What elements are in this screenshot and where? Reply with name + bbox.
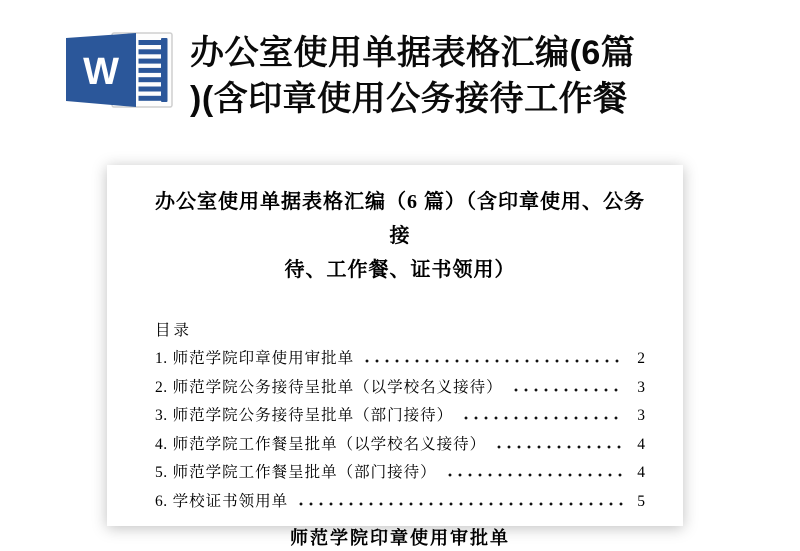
document-header <box>66 28 635 122</box>
page-title-line-1: 办公室使用单据表格汇编(6篇 <box>190 34 636 72</box>
toc-entry-title: 师范学院工作餐呈批单（以学校名义接待） <box>172 435 487 453</box>
page-title <box>190 30 635 122</box>
toc-page-number: 3 <box>637 407 645 424</box>
doc-title-line-1: 办公室使用单据表格汇编（6 篇）（含印章使用、公务接 <box>155 191 645 247</box>
toc-entry-title: 学校证书领用单 <box>172 492 289 510</box>
word-file-icon <box>66 28 176 114</box>
doc-title <box>155 185 645 287</box>
toc-entry <box>155 431 645 460</box>
toc-entry <box>155 374 645 403</box>
toc-entry-title: 师范学院印章使用审批单 <box>172 350 355 367</box>
toc-entry-number: 5. <box>155 464 168 481</box>
page-title-line-2: )(含印章使用公务接待工作餐 <box>190 80 628 118</box>
toc-entry <box>155 345 645 374</box>
word-icon-letter: W <box>83 51 119 93</box>
section-heading: 师范学院印章使用审批单 <box>290 528 510 548</box>
toc-page-number: 3 <box>637 378 645 396</box>
toc-page-number: 5 <box>637 492 645 510</box>
toc-page-number: 4 <box>637 464 645 481</box>
dot-leader <box>514 388 624 392</box>
dot-leader <box>497 445 624 449</box>
toc-page-number: 4 <box>637 435 645 453</box>
toc-entry-number: 2. <box>155 378 168 396</box>
toc-entry <box>155 459 645 488</box>
dot-leader <box>464 416 624 420</box>
document-preview[interactable] <box>107 165 683 548</box>
toc-entry-number: 6. <box>155 492 168 510</box>
doc-title-line-2: 待、工作餐、证书领用） <box>284 259 516 281</box>
toc-entry-number: 4. <box>155 435 168 453</box>
dot-leader <box>365 359 624 363</box>
toc-entry-title: 师范学院公务接待呈批单（以学校名义接待） <box>172 378 503 396</box>
toc-entry <box>155 488 645 517</box>
dot-leader <box>448 473 624 477</box>
toc-heading: 目录 <box>155 322 193 339</box>
toc-entry-title: 师范学院工作餐呈批单（部门接待） <box>172 464 437 481</box>
toc-entry <box>155 402 645 431</box>
toc-entry-title: 师范学院公务接待呈批单（部门接待） <box>172 407 454 424</box>
toc-page-number: 2 <box>637 350 645 367</box>
dot-leader <box>299 502 624 506</box>
toc-entry-number: 3. <box>155 407 168 424</box>
toc-entry-number: 1. <box>155 350 168 367</box>
